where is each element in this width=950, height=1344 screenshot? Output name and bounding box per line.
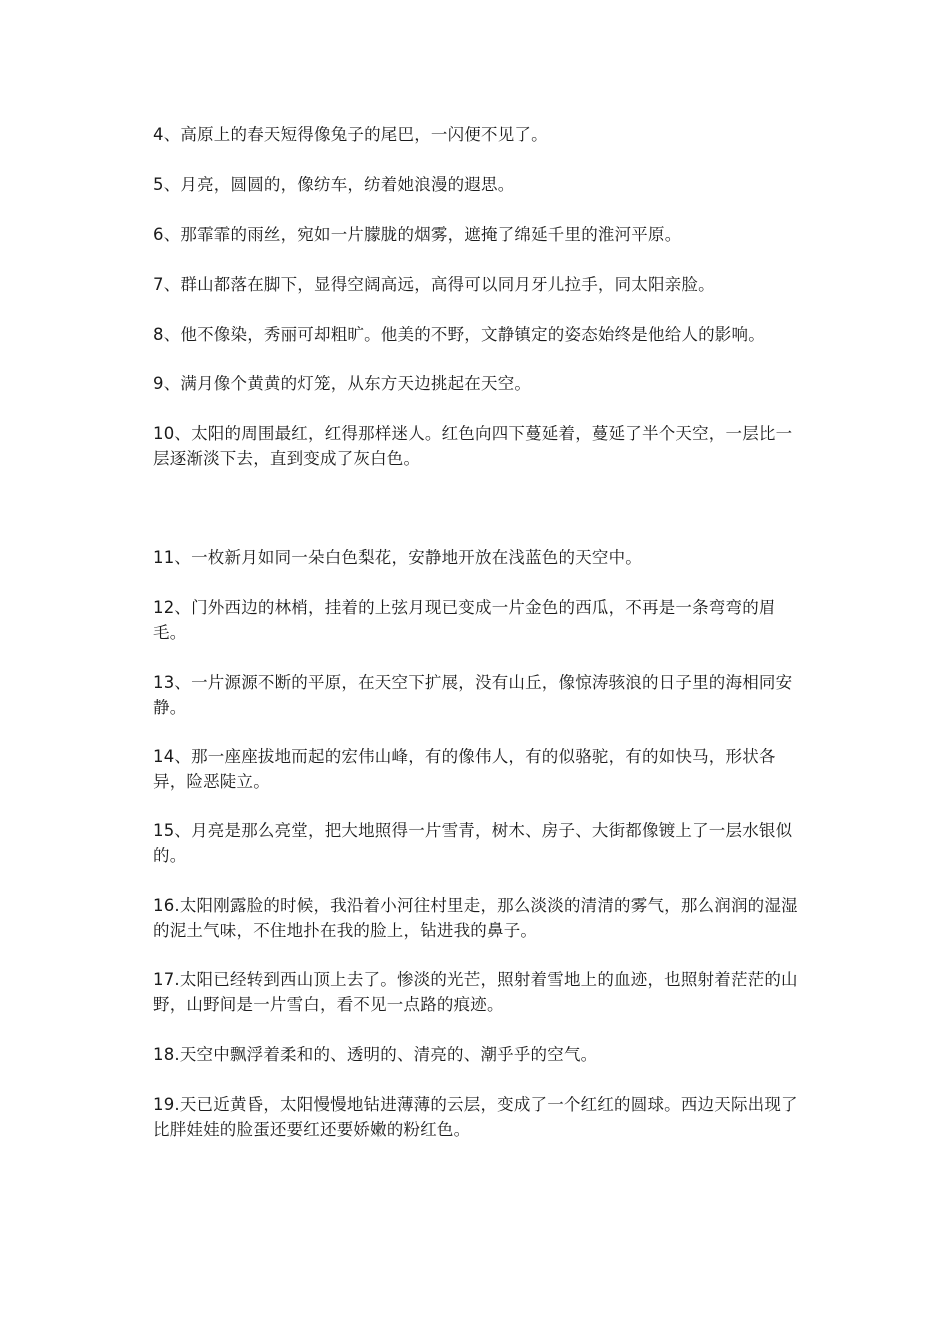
paragraph-13: 13、一片源源不断的平原，在天空下扩展，没有山丘，像惊涛骇浪的日子里的海相同安静。 [153, 673, 793, 717]
paragraph-17: 17.太阳已经转到西山顶上去了。惨淡的光芒，照射着雪地上的血迹，也照射着茫茫的山野，山野间是一片雪白，看不见一点路的痕迹。 [153, 970, 798, 1014]
paragraph-4: 4、高原上的春天短得像兔子的尾巴，一闪便不见了。 [153, 125, 548, 144]
paragraph-12: 12、门外西边的林梢，挂着的上弦月现已变成一片金色的西瓜，不再是一条弯弯的眉毛。 [153, 598, 776, 642]
paragraph-14: 14、那一座座拔地而起的宏伟山峰，有的像伟人，有的似骆驼，有的如快马，形状各异，险恶陡立。 [153, 747, 776, 791]
paragraph-7: 7、群山都落在脚下，显得空阔高远，高得可以同月牙儿拉手，同太阳亲脸。 [153, 275, 715, 294]
paragraph-11: 11、一枚新月如同一朵白色梨花，安静地开放在浅蓝色的天空中。 [153, 548, 642, 567]
paragraph-10: 10、太阳的周围最红，红得那样迷人。红色向四下蔓延着，蔓延了半个天空，一层比一层逐渐淡下去，直到变成了灰白色。 [153, 424, 793, 468]
paragraph-19: 19.天已近黄昏，太阳慢慢地钻进薄薄的云层，变成了一个红红的圆球。西边天际出现了比胖娃娃的脸蛋还要红还要娇嫩的粉红色。 [153, 1095, 798, 1139]
paragraph-15: 15、月亮是那么亮堂，把大地照得一片雪青，树木、房子、大街都像镀上了一层水银似的。 [153, 821, 793, 865]
paragraph-6: 6、那霏霏的雨丝，宛如一片朦胧的烟雾，遮掩了绵延千里的淮河平原。 [153, 225, 682, 244]
paragraph-18: 18.天空中飘浮着柔和的、透明的、清亮的、潮乎乎的空气。 [153, 1045, 598, 1064]
paragraph-9: 9、满月像个黄黄的灯笼，从东方天边挑起在天空。 [153, 374, 532, 393]
paragraph-8: 8、他不像染，秀丽可却粗旷。他美的不野，文静镇定的姿态始终是他给人的影响。 [153, 325, 765, 344]
paragraph-16: 16.太阳刚露脸的时候，我沿着小河往村里走，那么淡淡的清清的雾气，那么润润的湿湿的泥土气味，不住地扑在我的脸上，钻进我的鼻子。 [153, 896, 798, 940]
paragraph-5: 5、月亮，圆圆的，像纺车，纺着她浪漫的遐思。 [153, 175, 515, 194]
